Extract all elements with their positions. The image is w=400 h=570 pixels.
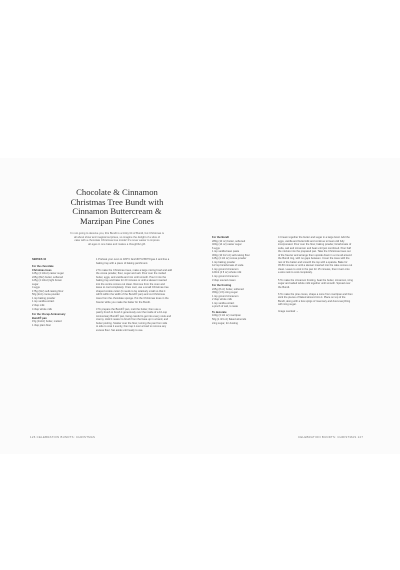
method-line: the cocoa powder, flour, sugar and salt. Pour over the melted [96, 272, 166, 276]
method-line: 4 Cream together the butter and sugar in a large bowl. Add the [278, 236, 350, 239]
ingredient-item: icing sugar, for dusting [212, 321, 238, 325]
ingredient-heading: For the frosting [212, 284, 232, 288]
method-line: leave to cool completely. Once cool, use a small Christmas tree [96, 286, 169, 290]
ingredient-item: 3 tbsp soured cream [212, 278, 236, 282]
left-ingredients [32, 265, 70, 327]
right-method [278, 236, 374, 314]
ingredient-item: 125g (4 1/2 oz) cocoa powder [212, 257, 247, 261]
ingredient-item: 1 tsp ground cinnamon [212, 294, 239, 298]
method-line: eggs, vanilla and buttermilk and continue to beat until fully [278, 239, 345, 243]
method-line: clean. Leave to cool in the pan for 15 minutes, then invert onto [278, 267, 350, 271]
ingredient-item: 225g (8oz) butter, softened [32, 275, 64, 279]
method-line: with icing sugar. [278, 303, 297, 307]
ingredient-item: 4 tbsp whole milk [32, 307, 52, 311]
ingredient-item: 120ml (4 fl oz) whole milk [212, 271, 242, 275]
method-line: 5 To make the cinnamon frosting, beat the butter, cinnamon, icing [278, 278, 353, 282]
method-line: rest of the batter and smooth the top with a spatula. Bake for [278, 260, 348, 264]
ingredient-list [212, 314, 260, 325]
ingredient-item: 280g (10 oz) butter, softened [212, 239, 246, 243]
method-line: 1 Preheat your oven to 180°C fan/160°C/350°F/gas 4 and line a [96, 258, 170, 261]
method-line: Bundt, along with a few sprigs of rosemary and dust everything [278, 299, 351, 303]
ingredient-heading: To decorate [212, 310, 227, 314]
title-line: Cinnamon Buttercream & [72, 206, 162, 217]
title-line: Christmas Tree Bundt with [70, 196, 164, 207]
ingredient-item: 15g (1/2oz) butter, melted [32, 320, 62, 324]
ingredient-item: 6 eggs [212, 246, 220, 250]
ingredient-list [212, 240, 260, 283]
ingredient-item: 100g (3 1/2 oz) marzipan [212, 314, 241, 318]
ingredient-item: sugar [32, 282, 39, 286]
title-line: Marzipan Pine Cones [80, 215, 154, 226]
ingredient-item: 1 tsp ground cinnamon [212, 267, 239, 271]
method-line: the mixture into the prepared pan. Take the Christmas trees out [278, 250, 351, 254]
ingredient-item: 450g (1 lb) icing sugar [212, 291, 238, 295]
intro-line: cake with a chocolate Christmas tree inside! It's never easier to impress [74, 239, 160, 243]
page-number-left: 126 CELEBRATION BUNDTS: CHRISTMAS [30, 435, 96, 439]
method-line: Image overleaf → [278, 310, 299, 314]
ingredient-item: 1 tsp vanilla extract [212, 301, 235, 305]
method-line: Anniversary Bundt® pan, being careful to get into every nook and [96, 314, 172, 318]
method-line: stick the pieces of flaked almond into it. Place on top of the [278, 296, 346, 300]
method-line: 2 To make the Christmas trees, make a large mixing bowl and add [96, 268, 172, 272]
method-line: butter pooling. Scatter over the flour, turning the pan from side [96, 321, 168, 325]
ingredient-item: 1 tbsp plain flour [32, 323, 52, 327]
method-line: trees from the chocolate sponge. Put the Christmas trees in the [96, 297, 169, 301]
recipe-title [62, 188, 172, 226]
ingredient-item: 400g (14 oz) caster sugar [212, 243, 242, 247]
ingredient-heading: For the chocolate Christmas trees [32, 265, 54, 272]
ingredient-list [32, 272, 70, 311]
left-method [96, 258, 186, 332]
method-line: the Bundt. [278, 285, 290, 289]
intro-line: I'm not going to deceive you, this Bundt is a tricky bit of Bundt, but Christmas is [70, 232, 164, 235]
method-line: will fit within the width of the Bundt® pan) and cut Christmas [96, 293, 165, 297]
ingredient-item: 175g (6oz) self-raising flour [32, 289, 64, 293]
intro-line: all ages in one bake and makes a thoughtful gift. [88, 242, 146, 246]
method-line: into the centre comes out clean. Remove from the oven and [96, 282, 165, 286]
recipe-intro [50, 232, 184, 246]
right-ingredients [212, 236, 260, 325]
method-line: a wire rack to cool completely. [278, 271, 313, 275]
ingredient-heading: For the 10-cup Anniversary Bundt® pan [32, 313, 66, 320]
ingredient-item: a pinch of salt, to taste [212, 305, 238, 309]
intro-line: all about show and magical surprises, so imagine the delight of a slice of [73, 235, 161, 239]
serves-label: SERVES 10 [32, 258, 47, 261]
ingredient-item: 2 tbsp whole milk [212, 298, 232, 302]
method-line: excess flour. Set aside until ready to use. [96, 328, 144, 332]
ingredient-item: 4 eggs [32, 286, 40, 290]
method-line: freezer while you make the batter for the Bundt. [96, 300, 151, 304]
ingredient-heading: For the Bundt [212, 236, 229, 239]
method-line: cranny. Hold it nearer to brush from the base up in a band, and [96, 318, 169, 322]
ingredient-item: 1 tsp baking powder [212, 260, 236, 264]
ingredient-item: 1 tsp vanilla bean paste [212, 250, 240, 254]
ingredient-item: 2 tbsp milk [32, 304, 45, 308]
ingredient-list [212, 288, 260, 309]
ingredient-list [32, 320, 70, 327]
method-line: 3 To prepare the Bundt® pan, melt the butter, then use a [96, 307, 161, 311]
ingredient-item: 125g (4 1/2oz) caster sugar [32, 272, 64, 276]
method-line: soda, salt and cinnamon and beat until just combined. Pour half [278, 246, 351, 250]
ingredient-item: 1/2 tsp bicarbonate of soda [212, 264, 244, 268]
method-line: sugar and salted whole milk together until smooth. Spread over [278, 282, 351, 286]
method-line: baking tray with a piece of baking parchment. [96, 261, 149, 265]
method-line: 6 To make the pine cones, shape a cone from marzipan and then [278, 292, 353, 296]
ingredient-item: 50g (2oz) cocoa powder [32, 293, 60, 297]
method-line: baking tray and bake for 20 minutes or until a skewer inserted [96, 279, 167, 283]
method-line: pastry brush to brush it generously over the inside of a 10-cup [96, 311, 168, 315]
method-line: incorporated. Pour over the flour, baking powder, bicarbonate of [278, 243, 352, 247]
method-line: the Bundt ring, with no gaps between. Cover the trees with the [278, 257, 350, 261]
ingredient-item: 125g (4 1/2oz) light brown [32, 279, 62, 283]
method-line: to side to coat it evenly, then tap it over a bowl to remove any [96, 325, 167, 329]
ingredient-item: 1 tsp baking powder [32, 296, 56, 300]
method-line: of the freezer and arrange them upside down in a row all around [278, 253, 352, 257]
ingredient-item: 1 tsp ground cinnamon [212, 275, 239, 279]
ingredient-item: 1 tsp vanilla extract [32, 300, 55, 304]
page-number-right: CELEBRATION BUNDTS: CHRISTMAS 127 [298, 435, 364, 439]
ingredient-item: 225g (8 oz) butter, softened [212, 287, 244, 291]
ingredient-item: 300g (10 1/2 oz) self-raising flour [212, 253, 250, 257]
ingredient-item: 50g (1 3/4 oz) flaked almonds [212, 318, 247, 322]
method-line: butter, eggs, and vanilla and mix until smooth. Pour it into the [96, 275, 167, 279]
title-line: Chocolate & Cinnamon [76, 187, 158, 197]
method-line: 45-50 minutes or until a skewer inserted into the cake comes out [278, 264, 353, 268]
method-line: shaped cookie cutter (it needs to be relatively small so that it [96, 289, 166, 293]
